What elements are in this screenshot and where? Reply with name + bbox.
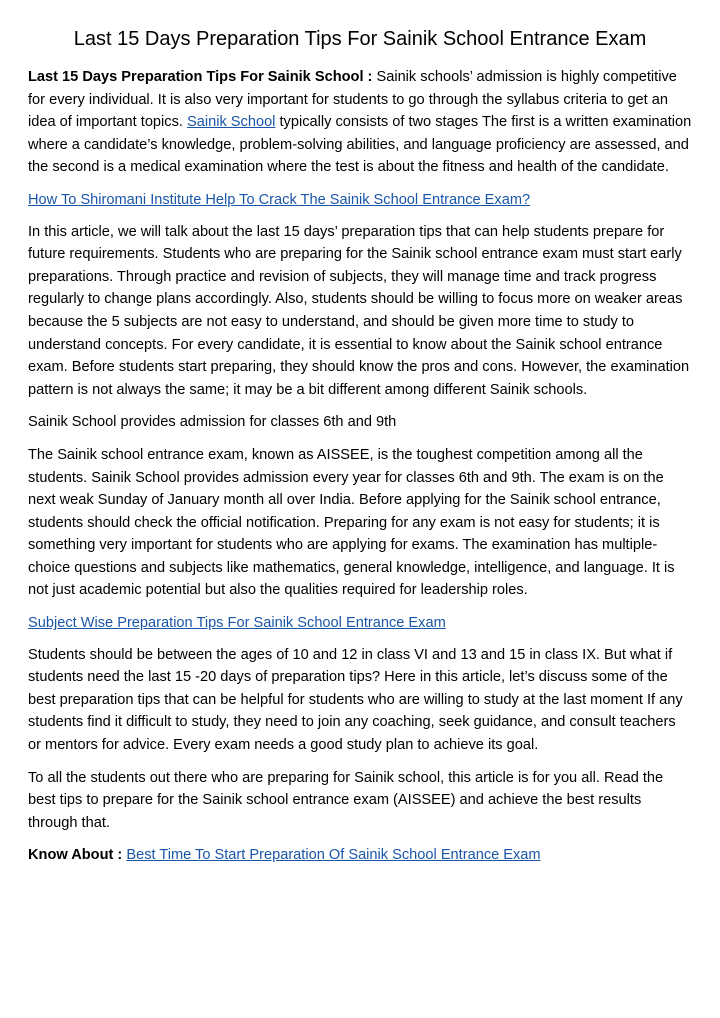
- article-paragraph-5: To all the students out there who are preparing for Sainik school, this article is for you all. Read the best tips to prepare for the Sainik school entrance exam (AISSEE) and achieve the best results through that.: [28, 769, 664, 831]
- know-about-label: Know About :: [28, 847, 123, 864]
- know-about-paragraph: [28, 844, 692, 867]
- intro-bold-lead: Last 15 Days Preparation Tips For Sainik School :: [28, 69, 373, 85]
- page-title: Last 15 Days Preparation Tips For Sainik School Entrance Exam: [73, 28, 647, 50]
- article-paragraph-3: The Sainik school entrance exam, known as AISSEE, is the toughest competition among all the students. Sainik School provides admission every year for classes 6th and 9th. The exam is on the next weak Sunday of January month all over India. Before applying for the Sainik school entrance, students should check the official notification. Preparing for any exam is not easy for students; it is something very important for students who are applying for exams. The examination has multiple-choice questions and subjects like mathematics, general knowledge, intelligence, and language. It is not just academic potential but also the qualities required for leadership roles.: [28, 446, 675, 599]
- best-time-preparation-link[interactable]: Best Time To Start Preparation Of Sainik School Entrance Exam: [126, 847, 541, 864]
- admission-classes-paragraph: Sainik School provides admission for classes 6th and 9th: [28, 414, 397, 431]
- article-paragraph-4: Students should be between the ages of 10 and 12 in class VI and 13 and 15 in class IX. But what if students need the last 15 -20 days of preparation tips? Here in this article, let’s discuss some of the best preparation tips that can be helpful for students who are willing to study at the last moment If any students find it difficult to study, they need to join any coaching, seek guidance, and consult teachers or mentors for advice. Every exam needs a good study plan to achieve its goal.: [28, 646, 683, 754]
- intro-text-before-link: Sainik schools’ admission is highly competitive for every individual. It is also very important for students to go through the syllabus criteria to get an idea of important topics.: [28, 69, 677, 131]
- shiromani-link-paragraph: [28, 189, 692, 212]
- subject-wise-tips-link[interactable]: Subject Wise Preparation Tips For Sainik School Entrance Exam: [28, 615, 446, 632]
- sainik-school-link[interactable]: Sainik School: [187, 114, 276, 131]
- intro-text-after-link: typically consists of two stages The first is a written examination where a candidate’s knowledge, problem-solving abilities, and language proficiency are assessed, and the second is a medical examination where the test is about the fitness and health of the candidate.: [28, 114, 692, 176]
- subject-wise-link-paragraph: [28, 612, 692, 635]
- shiromani-institute-link[interactable]: How To Shiromani Institute Help To Crack The Sainik School Entrance Exam?: [28, 191, 531, 208]
- intro-paragraph: [28, 66, 692, 179]
- article-paragraph-1: In this article, we will talk about the last 15 days’ preparation tips that can help students prepare for future requirements. Students who are preparing for the Sainik school entrance exam must start early preparations. Through practice and revision of subjects, they will manage time and track progress regularly to change plans accordingly. Also, students should be willing to focus more on weaker areas because the 5 subjects are not easy to understand, and should be given more time to study to understand concepts. For every candidate, it is essential to know about the Sainik school entrance exam. Before students start preparing, they should know the pros and cons. However, the examination pattern is not always the same; it may be a bit different among different Sainik schools.: [28, 223, 690, 398]
